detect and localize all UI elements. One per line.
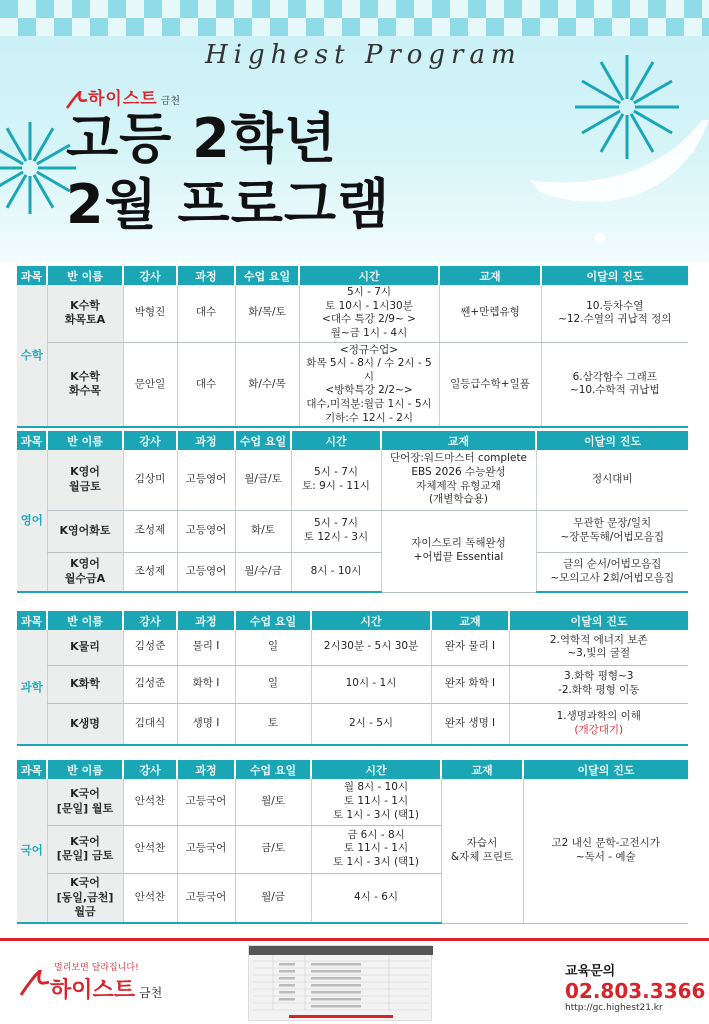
days-cell: 월/토 [235, 779, 311, 825]
days-cell: 일 [235, 665, 311, 703]
class-name [47, 510, 123, 552]
teacher-cell: 조성제 [123, 552, 177, 592]
class-name-line: K화학 [70, 676, 100, 690]
book-cell-line: 일등급수학+일품 [450, 377, 530, 390]
class-name-line: K수학 [70, 370, 100, 384]
class-name-line: K국어 [70, 787, 100, 801]
time-cell-line: 2시30분 - 5시 30분 [323, 640, 419, 653]
progress-cell [523, 779, 688, 923]
subject-label: 국어 [17, 779, 47, 923]
teacher-cell: 김대식 [123, 703, 177, 745]
column-header: 교재 [381, 431, 536, 450]
class-name-line: [문일] 월토 [56, 801, 114, 815]
time-cell-line: 토 1시 - 3시 (택1) [333, 855, 419, 868]
math-table [17, 266, 688, 428]
table-header-row [17, 431, 688, 450]
teacher-cell: 문안일 [123, 342, 177, 427]
days-cell: 일 [235, 630, 311, 665]
column-header: 시간 [311, 760, 441, 779]
class-name-line: K국어 [70, 876, 100, 890]
column-header: 이달의 진도 [509, 611, 688, 630]
contact-phone[interactable]: 02.803.3366 [565, 979, 706, 1003]
progress-cell-line: 6.삼각함수 그래프 [572, 370, 657, 383]
column-header: 시간 [311, 611, 431, 630]
time-cell [311, 825, 441, 873]
teacher-cell: 김상미 [123, 450, 177, 510]
column-header: 반 이름 [47, 760, 123, 779]
progress-cell [536, 552, 688, 592]
time-cell [291, 510, 381, 552]
english-table [17, 431, 688, 593]
class-name-line: K영어화토 [59, 523, 111, 537]
contact-info [565, 960, 705, 1013]
progress-cell [541, 342, 688, 427]
column-header: 반 이름 [47, 266, 123, 285]
table-row [17, 342, 688, 427]
book-cell [381, 510, 536, 592]
progress-cell-line: ~장문독해/어법모음집 [560, 531, 665, 543]
course-cell: 고등영어 [177, 510, 235, 552]
teacher-cell: 박형진 [123, 285, 177, 342]
subject-label: 수학 [17, 285, 47, 427]
science-table [17, 611, 688, 746]
table-row [17, 285, 688, 342]
progress-cell-line: 1.생명과학의 이해 [556, 710, 641, 723]
book-cell-line: 완자 생명 I [444, 716, 496, 729]
time-cell-line: 대수,미적분:월금 1시 - 5시 [306, 398, 432, 411]
time-cell-line: 5시 - 7시 [346, 286, 392, 298]
script-title: Highest Program [205, 40, 522, 70]
table-row [17, 703, 688, 745]
teacher-cell: 김성준 [123, 665, 177, 703]
book-cell [439, 285, 541, 342]
class-name [47, 665, 123, 703]
progress-cell [541, 285, 688, 342]
book-cell [431, 665, 509, 703]
time-cell-line: <대수 특강 2/9~ > [322, 313, 416, 326]
class-name-line: K물리 [70, 640, 100, 654]
course-cell: 대수 [177, 342, 235, 427]
days-cell: 화/수/목 [235, 342, 299, 427]
course-cell: 물리 I [177, 630, 235, 665]
days-cell: 화/목/토 [235, 285, 299, 342]
time-cell [311, 779, 441, 825]
time-cell [311, 703, 431, 745]
column-header: 과정 [177, 611, 235, 630]
progress-cell-line: ~10.수학적 귀납법 [569, 384, 660, 397]
teacher-cell: 안석찬 [123, 825, 177, 873]
contact-url[interactable]: http://gc.highest21.kr [565, 1003, 663, 1013]
days-cell: 월/금/토 [235, 450, 291, 510]
column-header: 시간 [291, 431, 381, 450]
time-cell-line: 기하:수 12시 - 2시 [324, 411, 414, 424]
logo-branch: 금천 [160, 96, 181, 107]
column-header: 교재 [439, 266, 541, 285]
time-cell-line: 월 8시 - 10시 [343, 781, 409, 794]
time-cell-line: 토 12시 - 3시 [303, 531, 369, 543]
class-name-line: K영어 [70, 557, 100, 571]
progress-cell [509, 630, 688, 665]
table-header-row [17, 760, 688, 779]
time-cell-line: 토 1시 - 3시 (택1) [333, 808, 419, 821]
progress-cell [536, 510, 688, 552]
days-cell: 월/수/금 [235, 552, 291, 592]
class-name [47, 342, 123, 427]
table-header-row [17, 266, 688, 285]
class-name [47, 552, 123, 592]
column-header: 이달의 진도 [536, 431, 688, 450]
class-name-line: K수학 [70, 298, 100, 312]
tuition-table-thumbnail [249, 946, 433, 1022]
class-name-line: 월금 [74, 904, 96, 918]
progress-cell-line: ~12.수열의 귀납적 정의 [558, 313, 672, 326]
progress-cell-line: 2.역학적 에너지 보존 [549, 633, 648, 646]
days-cell: 월/금 [235, 873, 311, 923]
days-cell: 금/토 [235, 825, 311, 873]
time-cell-line: 토 11시 - 1시 [343, 842, 409, 855]
class-name-line: [동일,금천] [56, 890, 114, 904]
column-header: 반 이름 [47, 611, 123, 630]
table-row [17, 552, 688, 592]
time-cell [311, 630, 431, 665]
class-name-line: K국어 [70, 834, 100, 848]
subject-label: 과학 [17, 630, 47, 745]
teacher-cell: 안석찬 [123, 779, 177, 825]
table-row [17, 450, 688, 510]
time-cell [299, 285, 439, 342]
book-cell [381, 450, 536, 510]
book-cell-line: 자체제작 유형교재 [416, 479, 501, 492]
class-name-line: 화수목 [69, 384, 101, 398]
class-name-line: K영어 [70, 465, 100, 479]
column-header: 수업 요일 [235, 431, 291, 450]
time-cell [291, 450, 381, 510]
course-cell: 고등영어 [177, 450, 235, 510]
column-header: 강사 [123, 266, 177, 285]
column-header: 과정 [177, 431, 235, 450]
time-cell-line: 화목 5시 - 8시 / 수 2시 - 5시 [306, 357, 432, 383]
footer-logo [20, 960, 162, 1004]
column-header: 수업 요일 [235, 611, 311, 630]
column-header: 과목 [17, 760, 47, 779]
progress-cell-line: 10.등차수열 [586, 299, 644, 312]
class-name [47, 873, 123, 923]
progress-cell-line: ~3,빛의 굴절 [567, 647, 631, 660]
days-cell: 화/토 [235, 510, 291, 552]
progress-cell-line: 고2 내신 문학-고전시가 [551, 837, 660, 850]
column-header: 시간 [299, 266, 439, 285]
column-header: 강사 [123, 431, 177, 450]
table-header-row [17, 611, 688, 630]
column-header: 과목 [17, 266, 47, 285]
progress-cell [509, 665, 688, 703]
korean-table [17, 760, 688, 924]
subject-label: 영어 [17, 450, 47, 592]
class-name-line: [문일] 금토 [56, 849, 114, 862]
time-cell-line: <방학특강 2/2~> [325, 384, 413, 397]
column-header: 과정 [177, 760, 235, 779]
progress-cell-line: ~독서 - 예술 [575, 850, 636, 863]
class-name [47, 825, 123, 873]
table-row [17, 510, 688, 552]
book-cell-line: &자체 프린트 [450, 850, 514, 863]
time-cell [299, 342, 439, 427]
book-cell [441, 779, 523, 923]
progress-cell-line: (개강대기) [574, 723, 624, 736]
book-cell [439, 342, 541, 427]
teacher-cell: 조성제 [123, 510, 177, 552]
column-header: 이달의 진도 [541, 266, 688, 285]
course-cell: 고등국어 [177, 779, 235, 825]
book-cell-line: 자이스토리 독해완성 [411, 537, 506, 550]
progress-cell-line: 정시대비 [591, 472, 633, 485]
course-cell: 고등영어 [177, 552, 235, 592]
table-row [17, 779, 688, 825]
time-cell-line: 5시 - 7시 [313, 517, 359, 530]
book-cell-line: 단어장:워드마스터 complete [389, 452, 528, 465]
course-cell: 생명 I [177, 703, 235, 745]
column-header: 교재 [431, 611, 509, 630]
book-cell-line: 쎈+만렙유형 [460, 306, 520, 319]
teacher-cell: 김성준 [123, 630, 177, 665]
column-header: 강사 [123, 611, 177, 630]
time-cell [311, 665, 431, 703]
column-header: 과목 [17, 611, 47, 630]
days-cell: 토 [235, 703, 311, 745]
book-cell-line: +어법끝 Essential [413, 551, 504, 563]
footer-brand-branch: 금천 [139, 986, 163, 1000]
page-title-line1: 고등 2학년 [66, 107, 338, 170]
class-name-line: K생명 [70, 716, 100, 730]
course-cell: 대수 [177, 285, 235, 342]
footer-logo-swoosh-icon [20, 970, 50, 996]
time-cell-line: 4시 - 6시 [353, 890, 399, 903]
progress-cell [509, 703, 688, 745]
time-cell-line: 2시 - 5시 [348, 716, 394, 729]
book-cell [431, 630, 509, 665]
hero-banner [0, 0, 709, 262]
footer-slogan: 멀리보면 달라집니다! [54, 963, 139, 973]
table-row [17, 630, 688, 665]
class-name [47, 703, 123, 745]
header-logo [66, 84, 180, 109]
progress-cell-line: ~모의고사 2회/어법모음집 [550, 571, 675, 584]
table-row [17, 665, 688, 703]
column-header: 과목 [17, 431, 47, 450]
class-name-line: 화목토A [64, 313, 106, 327]
progress-cell-line: 무관한 문장/일치 [573, 517, 652, 530]
book-cell-line: (개별학습용) [429, 493, 488, 506]
footer-divider [0, 938, 709, 941]
time-cell-line: 10시 - 1시 [345, 677, 397, 690]
class-name [47, 285, 123, 342]
course-cell: 고등국어 [177, 825, 235, 873]
time-cell-line: 토: 9시 - 11시 [302, 479, 370, 492]
book-cell-line: 완자 물리 I [444, 640, 496, 653]
time-cell [311, 873, 441, 923]
time-cell-line: 토 11시 - 1시 [343, 794, 409, 807]
progress-cell [536, 450, 688, 510]
class-name [47, 630, 123, 665]
time-cell-line: 월~금 1시 - 4시 [330, 326, 408, 339]
progress-cell-line: 글의 순서/어법모음집 [563, 558, 662, 571]
column-header: 반 이름 [47, 431, 123, 450]
column-header: 교재 [441, 760, 523, 779]
time-cell-line: 8시 - 10시 [310, 564, 362, 577]
progress-cell-line: 3.화학 평형~3 [564, 670, 634, 683]
class-name-line: 월금토 [69, 479, 101, 493]
class-name-line: 월수금A [64, 571, 106, 585]
column-header: 과정 [177, 266, 235, 285]
teacher-cell: 안석찬 [123, 873, 177, 923]
column-header: 강사 [123, 760, 177, 779]
page-title-line2: 2월 프로그램 [66, 173, 391, 236]
course-cell: 고등국어 [177, 873, 235, 923]
progress-cell-line: -2.화학 평형 이동 [558, 684, 640, 696]
class-name [47, 450, 123, 510]
book-cell-line: 자습서 [466, 837, 498, 850]
checker-pattern [0, 0, 709, 36]
time-cell-line: <정규수업> [339, 343, 399, 356]
footer-brand: 하이스트 [50, 978, 136, 1003]
time-cell-line: 토 10시 - 1시30분 [325, 299, 413, 312]
contact-label: 교육문의 [565, 964, 616, 979]
book-cell [431, 703, 509, 745]
class-name [47, 779, 123, 825]
time-cell-line: 금 6시 - 8시 [347, 828, 405, 841]
column-header: 이달의 진도 [523, 760, 688, 779]
column-header: 수업 요일 [235, 266, 299, 285]
book-cell-line: 완자 화학 I [444, 677, 496, 690]
book-cell-line: EBS 2026 수능완성 [411, 466, 506, 479]
course-cell: 화학 I [177, 665, 235, 703]
column-header: 수업 요일 [235, 760, 311, 779]
logo-text: 하이스트 [88, 89, 158, 109]
tuition-table-image [248, 945, 432, 1021]
time-cell-line: 5시 - 7시 [313, 466, 359, 479]
time-cell [291, 552, 381, 592]
